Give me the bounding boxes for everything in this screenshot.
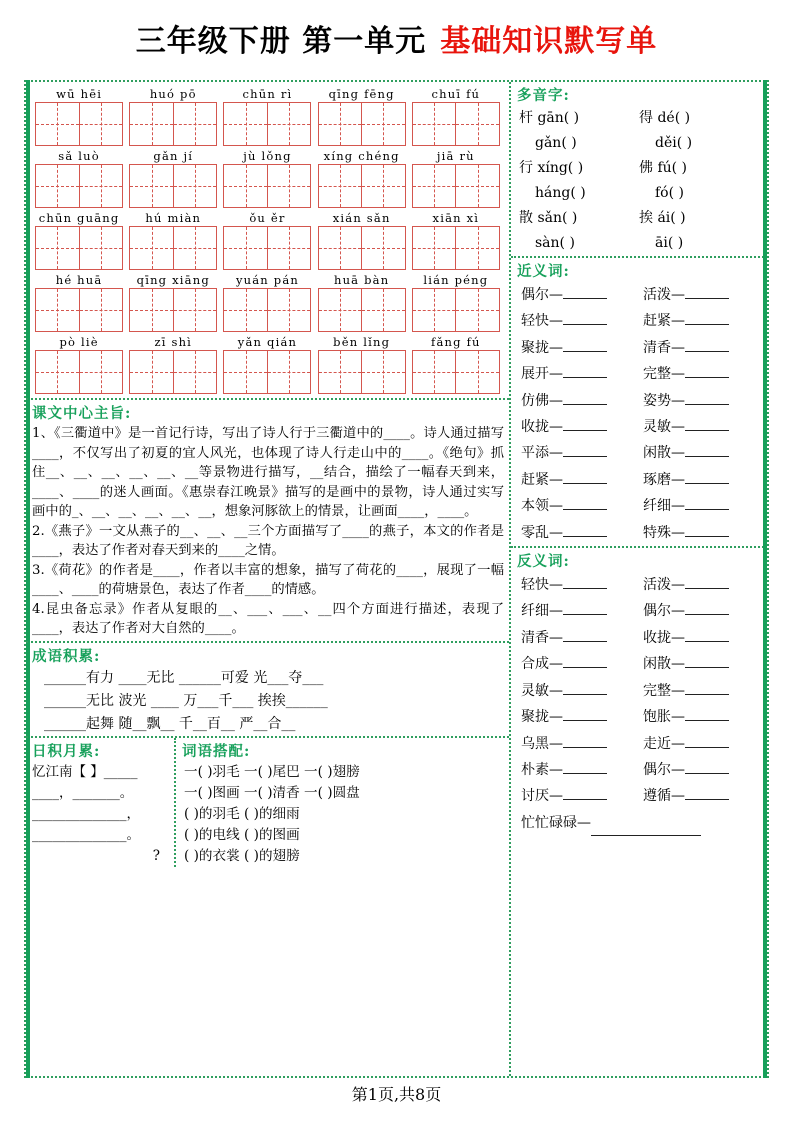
title-black-part: 三年级下册 第一单元 <box>135 24 427 59</box>
pinyin-cell[interactable] <box>412 148 500 208</box>
pinyin-cell[interactable] <box>35 210 123 270</box>
pinyin-cell[interactable] <box>223 86 311 146</box>
center-idea-section <box>26 400 509 641</box>
pinyin-grid-section <box>26 82 509 398</box>
tianzige-box[interactable] <box>412 164 500 208</box>
pinyin-row <box>26 86 509 146</box>
right-column <box>511 82 767 1076</box>
antonym-right: 闲散— <box>643 651 765 677</box>
polyphone-row[interactable] <box>511 156 767 181</box>
collocation-row[interactable]: ( )的衣裳 ( )的翅膀 <box>184 847 300 864</box>
antonym-right: 饱胀— <box>643 704 765 730</box>
polyphone-right: děi( ) <box>655 135 693 151</box>
synonym-left: 本领— <box>521 493 643 519</box>
antonym-left: 聚拢— <box>521 704 643 730</box>
synonym-left: 平添— <box>521 440 643 466</box>
synonym-row[interactable] <box>511 493 767 519</box>
synonym-right: 活泼— <box>643 282 765 308</box>
tianzige-box[interactable] <box>35 288 123 332</box>
antonym-left: 灵敏— <box>521 678 643 704</box>
pinyin-label: xiān xì <box>432 211 480 225</box>
antonym-row[interactable] <box>511 731 767 757</box>
pinyin-row <box>26 148 509 208</box>
synonym-row[interactable] <box>511 308 767 334</box>
pinyin-cell[interactable] <box>318 210 406 270</box>
polyphone-right: āi( ) <box>655 235 684 251</box>
polyphone-left: háng( ) <box>535 185 586 201</box>
pinyin-row <box>26 334 509 394</box>
antonym-row[interactable] <box>511 704 767 730</box>
synonym-left: 聚拢— <box>521 335 643 361</box>
pinyin-cell[interactable] <box>223 334 311 394</box>
tianzige-box[interactable] <box>318 288 406 332</box>
pinyin-label: sǎ luò <box>58 149 100 163</box>
synonym-row[interactable] <box>511 361 767 387</box>
collocation-heading: 词语搭配: <box>182 742 251 760</box>
synonym-right: 姿势— <box>643 388 765 414</box>
tianzige-box[interactable] <box>223 102 311 146</box>
pinyin-cell[interactable] <box>35 86 123 146</box>
synonym-section <box>511 258 767 546</box>
polyphone-left: 散 sǎn( ) <box>519 210 578 226</box>
collocation-row[interactable]: 一( )羽毛 一( )尾巴 一( )翅膀 <box>184 763 360 780</box>
tianzige-box[interactable] <box>412 226 500 270</box>
pinyin-label: yuán pán <box>235 273 299 287</box>
center-idea-item: 4.昆虫备忘录》作者从复眼的__、___、___、__四个方面进行描述，表现了____，表达了作者对大自然的____。 <box>32 601 504 636</box>
pinyin-label: fǎng fú <box>431 335 481 349</box>
tianzige-box[interactable] <box>129 102 217 146</box>
polyphone-row[interactable] <box>511 181 767 206</box>
pinyin-label: huó pō <box>149 87 197 101</box>
polyphone-row[interactable] <box>511 231 767 256</box>
pinyin-label: zī shì <box>154 335 193 349</box>
pinyin-label: xíng chéng <box>323 149 400 163</box>
polyphone-left: gǎn( ) <box>535 135 577 151</box>
worksheet-frame <box>24 80 769 1078</box>
antonym-section <box>511 548 767 836</box>
synonym-row[interactable] <box>511 440 767 466</box>
tianzige-box[interactable] <box>412 288 500 332</box>
synonym-row[interactable] <box>511 467 767 493</box>
tianzige-box[interactable] <box>35 102 123 146</box>
tianzige-box[interactable] <box>35 226 123 270</box>
synonym-right: 特殊— <box>643 520 765 546</box>
pinyin-cell[interactable] <box>129 86 217 146</box>
pinyin-label: qīng xiāng <box>136 273 210 287</box>
pinyin-cell[interactable] <box>223 272 311 332</box>
antonym-left: 纤细— <box>521 598 643 624</box>
polyphone-row[interactable] <box>511 131 767 156</box>
tianzige-box[interactable] <box>318 226 406 270</box>
daily-line[interactable]: ? <box>152 847 160 864</box>
tianzige-box[interactable] <box>129 164 217 208</box>
pinyin-cell[interactable] <box>35 272 123 332</box>
antonym-row[interactable] <box>511 651 767 677</box>
daily-line[interactable]: ______________， <box>32 805 140 822</box>
antonym-row-wide[interactable] <box>511 810 767 836</box>
daily-heading: 日积月累: <box>32 742 101 760</box>
collocation-row[interactable]: 一( )图画 一( )清香 一( )圆盘 <box>184 784 360 801</box>
polyphone-left: sàn( ) <box>535 235 575 251</box>
center-idea-item: 2.《燕子》一文从燕子的__、__、__三个方面描写了____的燕子，本文的作者是____，表达了作者对春天到来的____之情。 <box>32 523 504 558</box>
synonym-left: 偶尔— <box>521 282 643 308</box>
pinyin-cell[interactable] <box>35 148 123 208</box>
polyphone-left: 杆 gān( ) <box>519 110 580 126</box>
synonym-left: 展开— <box>521 361 643 387</box>
pinyin-cell[interactable] <box>223 148 311 208</box>
pinyin-label: qīng fēng <box>328 87 395 101</box>
pinyin-cell[interactable] <box>318 148 406 208</box>
antonym-last-label: 忙忙碌碌— <box>521 814 591 831</box>
daily-line[interactable]: ____，_______。 <box>32 784 134 801</box>
polyphone-right: fó( ) <box>655 185 684 201</box>
antonym-left: 轻快— <box>521 572 643 598</box>
synonym-row[interactable] <box>511 520 767 546</box>
pinyin-cell[interactable] <box>318 334 406 394</box>
center-idea-item: 3.《荷花》的作者是____，作者以丰富的想象，描写了荷花的____，展现了一幅____、____的荷塘景色，表达了作者____的情感。 <box>32 562 504 597</box>
center-idea-heading: 课文中心主旨: <box>32 405 132 422</box>
pinyin-label: huā bàn <box>333 273 390 287</box>
antonym-heading: 反义词: <box>517 553 570 571</box>
antonym-row[interactable] <box>511 757 767 783</box>
pinyin-label: hé huā <box>55 273 103 287</box>
pinyin-cell[interactable] <box>412 334 500 394</box>
synonym-row[interactable] <box>511 335 767 361</box>
tianzige-box[interactable] <box>223 164 311 208</box>
pinyin-label: lián péng <box>423 273 489 287</box>
polyphone-right: 佛 fú( ) <box>639 160 688 176</box>
pinyin-label: chūn guāng <box>38 211 120 225</box>
synonym-row[interactable] <box>511 414 767 440</box>
antonym-right: 收拢— <box>643 625 765 651</box>
tianzige-box[interactable] <box>129 350 217 394</box>
synonym-right: 灵敏— <box>643 414 765 440</box>
pinyin-label: gǎn jí <box>153 149 194 163</box>
pinyin-row <box>26 272 509 332</box>
idiom-row[interactable]: ______起舞 随__飘__ 千__百__ 严__合__ <box>44 715 296 732</box>
antonym-right: 遵循— <box>643 783 765 809</box>
antonym-right: 活泼— <box>643 572 765 598</box>
antonym-left: 合成— <box>521 651 643 677</box>
daily-line[interactable]: 忆江南【 】_____ <box>32 763 138 780</box>
page-footer: 第1页,共8页 <box>351 1085 442 1104</box>
pinyin-label: ǒu ěr <box>249 211 286 225</box>
synonym-right: 赶紧— <box>643 308 765 334</box>
tianzige-box[interactable] <box>318 350 406 394</box>
tianzige-box[interactable] <box>129 288 217 332</box>
polyphone-heading: 多音字: <box>517 87 570 104</box>
pinyin-label: jù lǒng <box>243 149 292 163</box>
antonym-row[interactable] <box>511 783 767 809</box>
pinyin-label: jiā rù <box>436 149 475 163</box>
antonym-left: 乌黑— <box>521 731 643 757</box>
antonym-left: 朴素— <box>521 757 643 783</box>
pinyin-cell[interactable] <box>129 272 217 332</box>
pinyin-label: chuī fú <box>431 87 481 101</box>
antonym-right: 完整— <box>643 678 765 704</box>
polyphone-left: 行 xíng( ) <box>519 160 584 176</box>
pinyin-row <box>26 210 509 270</box>
tianzige-box[interactable] <box>412 102 500 146</box>
tianzige-box[interactable] <box>223 288 311 332</box>
pinyin-cell[interactable] <box>129 210 217 270</box>
collocation-section <box>176 738 509 867</box>
polyphone-section <box>511 82 767 256</box>
synonym-right: 清香— <box>643 335 765 361</box>
antonym-row[interactable] <box>511 678 767 704</box>
synonym-left: 零乱— <box>521 520 643 546</box>
antonym-row[interactable] <box>511 625 767 651</box>
pinyin-label: pò liè <box>59 335 99 349</box>
synonym-right: 闲散— <box>643 440 765 466</box>
antonym-right: 偶尔— <box>643 598 765 624</box>
left-column <box>26 82 509 1076</box>
polyphone-row[interactable] <box>511 206 767 231</box>
synonym-row[interactable] <box>511 388 767 414</box>
tianzige-box[interactable] <box>35 164 123 208</box>
pinyin-cell[interactable] <box>223 210 311 270</box>
tianzige-box[interactable] <box>223 226 311 270</box>
antonym-right: 走近— <box>643 731 765 757</box>
tianzige-box[interactable] <box>412 350 500 394</box>
synonym-left: 仿佛— <box>521 388 643 414</box>
pinyin-label: chūn rì <box>242 87 293 101</box>
synonym-right: 纤细— <box>643 493 765 519</box>
pinyin-cell[interactable] <box>129 334 217 394</box>
antonym-row[interactable] <box>511 572 767 598</box>
pinyin-cell[interactable] <box>318 272 406 332</box>
antonym-left: 清香— <box>521 625 643 651</box>
antonym-left: 讨厌— <box>521 783 643 809</box>
synonym-right: 完整— <box>643 361 765 387</box>
center-idea-item: 1、《三衢道中》是一首记行诗，写出了诗人行于三衢道中的____。诗人通过描写____，不仅写出了初夏的宜人风光，也体现了诗人行走山中的____。《绝句》抓住__、__、__、__、__、__等景物进行描写，__结合，描绘了一幅春天到来，____、____的迷人画面。《惠崇春江晚景》描写的是画中的景物，诗人通过实写画中的_、__、__、__、__、__，想象河豚欲上的情景，让画面____，____。 <box>32 426 504 519</box>
synonym-row[interactable] <box>511 282 767 308</box>
pinyin-cell[interactable] <box>35 334 123 394</box>
pinyin-cell[interactable] <box>318 86 406 146</box>
antonym-row[interactable] <box>511 598 767 624</box>
idiom-heading: 成语积累: <box>32 647 101 665</box>
synonym-left: 收拢— <box>521 414 643 440</box>
collocation-row[interactable]: ( )的羽毛 ( )的细雨 <box>184 805 300 822</box>
idiom-row[interactable]: ______无比 波光 ____ 万___千___ 挨挨______ <box>44 692 328 709</box>
tianzige-box[interactable] <box>129 226 217 270</box>
idiom-section <box>26 643 509 736</box>
pinyin-label: yǎn qián <box>237 335 298 349</box>
pinyin-label: xián sǎn <box>332 211 391 225</box>
pinyin-cell[interactable] <box>129 148 217 208</box>
polyphone-row[interactable] <box>511 106 767 131</box>
tianzige-box[interactable] <box>223 350 311 394</box>
daily-line[interactable]: ______________。 <box>32 826 140 843</box>
tianzige-box[interactable] <box>318 164 406 208</box>
synonym-left: 轻快— <box>521 308 643 334</box>
title-red-part: 基础知识默写单 <box>440 24 658 59</box>
center-idea-body <box>26 424 509 641</box>
synonym-right: 琢磨— <box>643 467 765 493</box>
tianzige-box[interactable] <box>318 102 406 146</box>
synonym-left: 赶紧— <box>521 467 643 493</box>
polyphone-right: 得 dé( ) <box>639 110 691 126</box>
polyphone-right: 挨 ái( ) <box>639 210 686 226</box>
pinyin-label: wū hēi <box>56 87 103 101</box>
pinyin-label: běn lǐng <box>333 335 391 349</box>
page-title <box>0 0 793 62</box>
pinyin-cell[interactable] <box>412 272 500 332</box>
collocation-row[interactable]: ( )的电线 ( )的图画 <box>184 826 300 843</box>
tianzige-box[interactable] <box>35 350 123 394</box>
idiom-row[interactable]: ______有力 ____无比 ______可爱 光___夺___ <box>44 669 324 686</box>
pinyin-cell[interactable] <box>412 210 500 270</box>
pinyin-label: hú miàn <box>145 211 202 225</box>
bottom-sections <box>26 738 509 867</box>
synonym-heading: 近义词: <box>517 263 570 280</box>
antonym-right: 偶尔— <box>643 757 765 783</box>
pinyin-cell[interactable] <box>412 86 500 146</box>
daily-accumulation-section <box>26 738 174 867</box>
